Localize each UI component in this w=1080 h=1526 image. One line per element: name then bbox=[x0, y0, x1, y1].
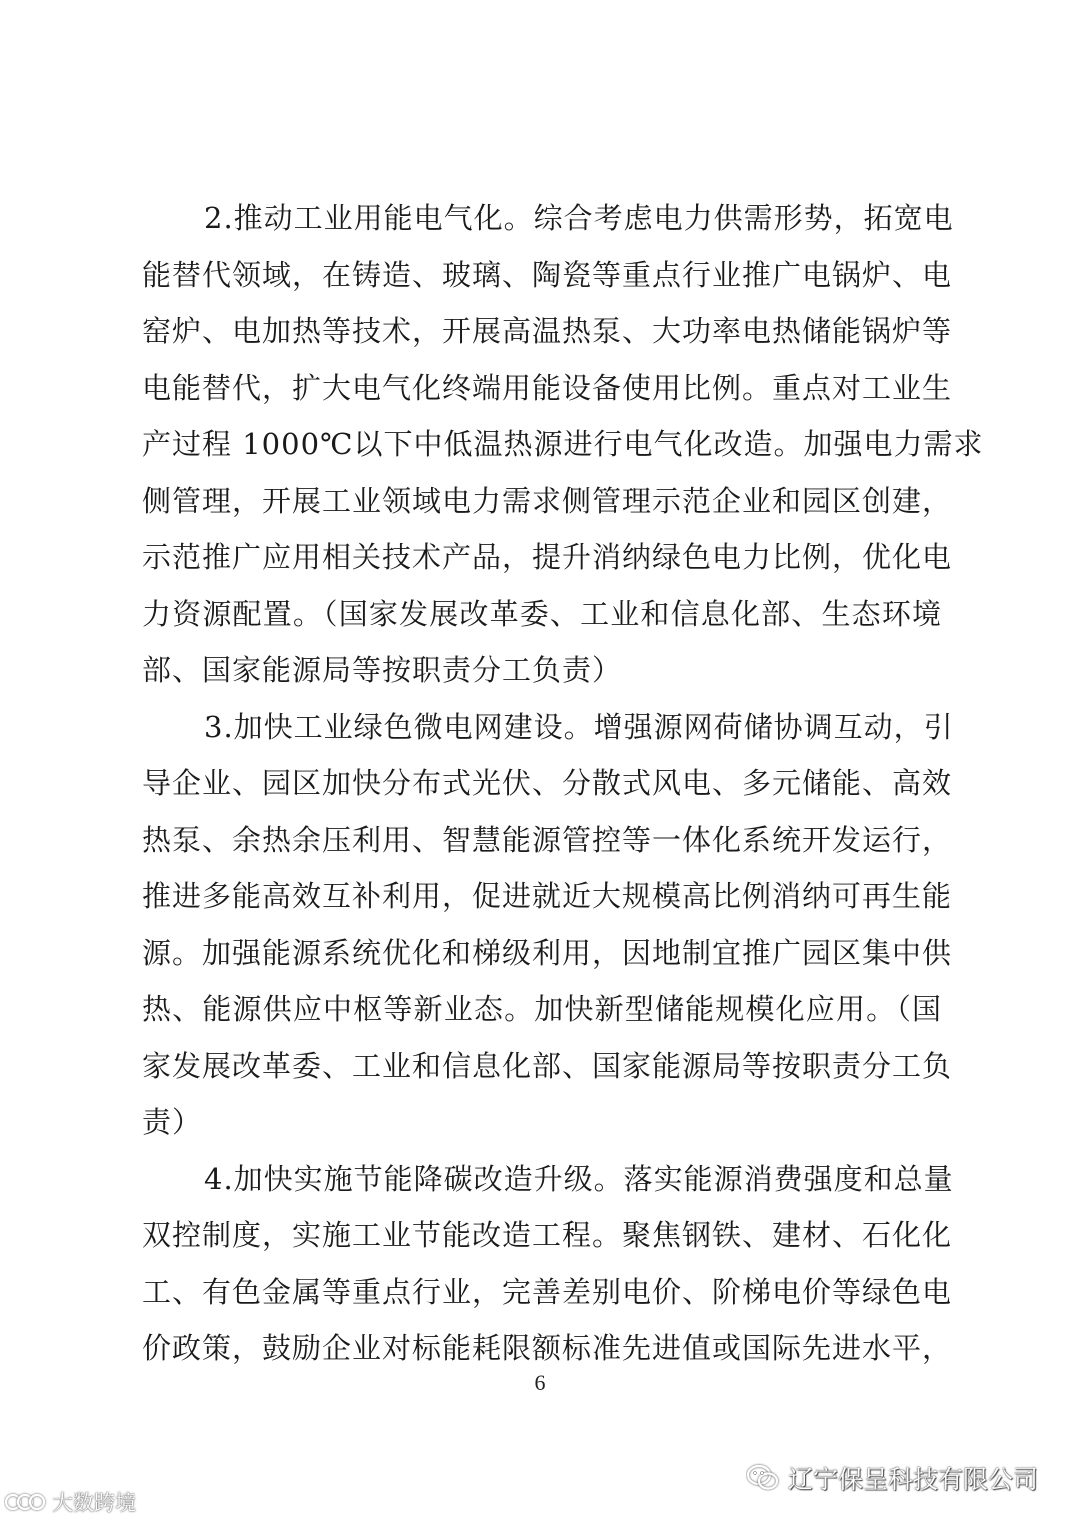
paragraph-line: 导企业、园区加快分布式光伏、分散式风电、多元储能、高效 bbox=[142, 766, 953, 800]
paragraph-line: 热、能源供应中枢等新业态。加快新型储能规模化应用。（国 bbox=[142, 992, 942, 1026]
brand-watermark-text: 大数跨境 bbox=[52, 1491, 136, 1515]
paragraph-line: 示范推广应用相关技术产品，提升消纳绿色电力比例，优化电 bbox=[142, 540, 953, 574]
page-number: 6 bbox=[534, 1370, 546, 1395]
wechat-account-name: 辽宁保呈科技有限公司 bbox=[787, 1465, 1038, 1494]
paragraph-line: 2.推动工业用能电气化。综合考虑电力供需形势，拓宽电 bbox=[204, 201, 954, 235]
paragraph-line: 工、有色金属等重点行业，完善差别电价、阶梯电价等绿色电 bbox=[142, 1274, 953, 1309]
paragraph-line: 电能替代，扩大电气化终端用能设备使用比例。重点对工业生 bbox=[142, 370, 953, 405]
paragraph-line: 4.加快实施节能降碳改造升级。落实能源消费强度和总量 bbox=[204, 1161, 954, 1196]
paragraph-line: 价政策，鼓励企业对标能耗限额标准先进值或国际先进水平， bbox=[142, 1331, 953, 1365]
paragraph-line: 3.加快工业绿色微电网建设。增强源网荷储协调互动，引 bbox=[204, 709, 954, 744]
wechat-watermark bbox=[746, 1456, 1038, 1500]
paragraph-line: 产过程 1000℃以下中低温热源进行电气化改造。加强电力需求 bbox=[142, 427, 984, 461]
wechat-icon bbox=[746, 1463, 780, 1493]
paragraph-line: 双控制度，实施工业节能改造工程。聚焦钢铁、建材、石化化 bbox=[142, 1218, 953, 1252]
brand-logo-icon bbox=[4, 1490, 48, 1514]
paragraph-line: 部、国家能源局等按职责分工负责） bbox=[142, 653, 623, 687]
paragraph-line: 责） bbox=[142, 1105, 203, 1139]
body-text bbox=[142, 190, 984, 1377]
paragraph-line: 能替代领域，在铸造、玻璃、陶瓷等重点行业推广电锅炉、电 bbox=[142, 257, 953, 292]
paragraph-line: 家发展改革委、工业和信息化部、国家能源局等按职责分工负 bbox=[142, 1048, 953, 1083]
paragraph-line: 推进多能高效互补利用，促进就近大规模高比例消纳可再生能 bbox=[142, 879, 953, 913]
paragraph-line: 侧管理，开展工业领域电力需求侧管理示范企业和园区创建， bbox=[142, 483, 953, 518]
paragraph-line: 窑炉、电加热等技术，开展高温热泵、大功率电热储能锅炉等 bbox=[142, 314, 953, 348]
paragraph-line: 力资源配置。（国家发展改革委、工业和信息化部、生态环境 bbox=[142, 596, 942, 631]
brand-watermark bbox=[4, 1484, 136, 1520]
paragraph-line: 热泵、余热余压利用、智慧能源管控等一体化系统开发运行， bbox=[142, 822, 953, 857]
paragraph-line: 源。加强能源系统优化和梯级利用，因地制宜推广园区集中供 bbox=[142, 935, 953, 970]
